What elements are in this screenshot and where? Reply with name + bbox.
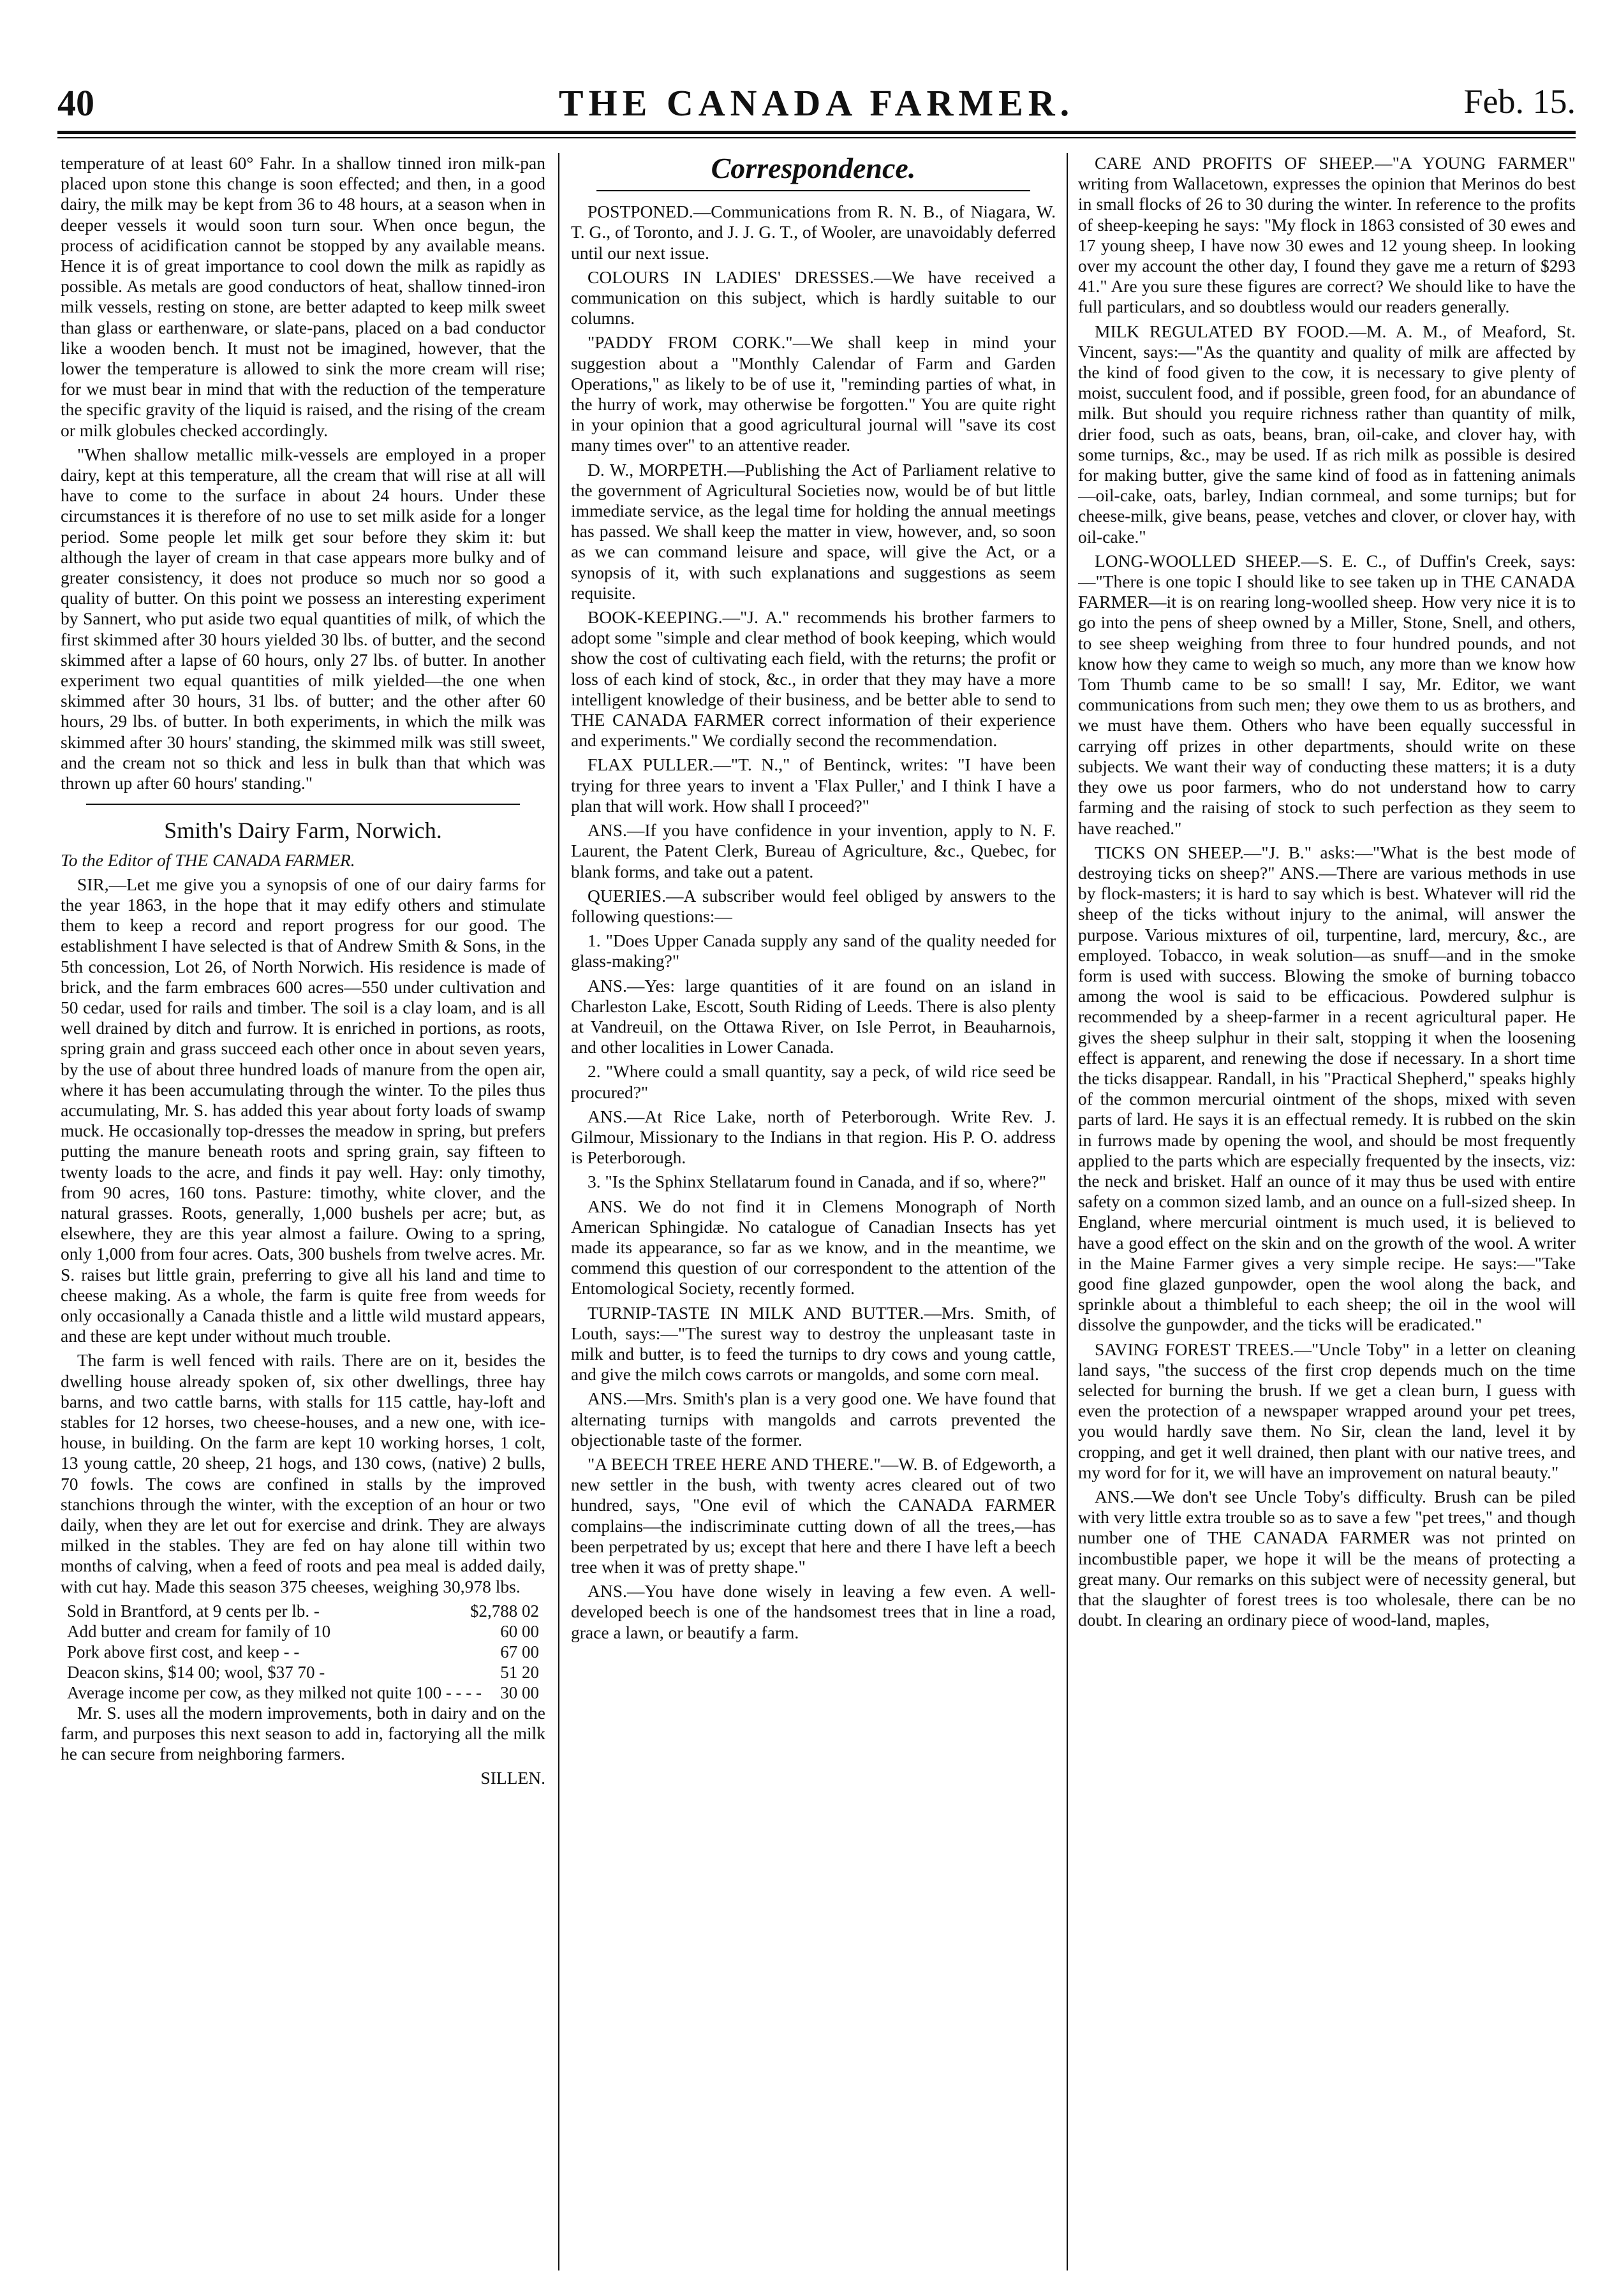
- ledger-row: Deacon skins, $14 00; wool, $37 70 - 51 20: [67, 1662, 539, 1682]
- correspondence-item: MILK REGULATED BY FOOD.—M. A. M., of Meaford, St. Vincent, says:—"As the quantity and quality of milk are affected by the kind of food given to the cow, it is necessary to give plenty of moist, succulent food, and if possible, green food, for an abundance of milk. But should you require richness rather than quantity of milk, drier food, such as oats, beans, bran, oil-cake, and clover hay, with some turnips, &c., may be used. If as rich milk as possible is desired for making butter, give the same kind of food as in fattening animals—oil-cake, oats, barley, Indian cornmeal, and some turnips; but for cheese-milk, give beans, pease, vetches and clover, or clover hay, with oil-cake.": [1078, 321, 1576, 547]
- salutation: To the Editor of THE CANADA FARMER.: [61, 850, 355, 870]
- correspondence-answer: ANS.—Mrs. Smith's plan is a very good one. We have found that alternating turnips with mangolds and carrots prevented the objectionable taste of the former.: [571, 1388, 1056, 1450]
- correspondence-item: COLOURS IN LADIES' DRESSES.—We have received a communication on this subject, which is hardly suitable to our columns.: [571, 267, 1056, 328]
- section-title: Correspondence.: [711, 153, 916, 184]
- correspondence-item: QUERIES.—A subscriber would feel obliged by answers to the following questions:—: [571, 885, 1056, 926]
- correspondence-item: TICKS ON SHEEP.—"J. B." asks:—"What is the best mode of destroying ticks on sheep?" ANS.—There are various methods in use by flock-masters; it is hard to say which is best. Whatever will rid the sheep of the ticks without injury to the animal, will answer the purpose. Various mixtures of oil, turpentine, lard, mercury, &c., are employed. Tobacco, in weak solution—as snuff—and in the smoke form is used with success. Blowing the smoke of burning tobacco among the wool is said to be efficacious. Powdered sulphur is recommended by a sheep-farmer in a recent agricultural paper. He gives the sheep sulphur in their salt, stopping it when the loosening effect is apparent, and renewing the dose if necessary. In a short time the ticks disappear. Randall, in his "Practical Shepherd," speaks highly of the common mercurial ointment of the shops, mixed with seven parts of lard. He says it is an effectual remedy. It is rubbed on the skin in furrows made by opening the wool, and should be most frequently applied to the parts which are especially frequented by the insects, viz: the neck and brisket. Half an ounce of it may thus be used with entire safety on a common sized lamb, and an ounce on a full-sized sheep. In England, where mercurial ointment is much used, it is believed to have a good effect on the skin and on the growth of the wool. A writer in the Maine Farmer gives a very simple recipe. He says:—"Take good fine glazed gunpowder, open the wool along the back, and sprinkle about a thimbleful to each sheep; the oil in the wool will dissolve the gunpowder, and the ticks will be eradicated.": [1078, 842, 1576, 1335]
- article-heading: Smith's Dairy Farm, Norwich.: [164, 818, 442, 844]
- ledger-row: Add butter and cream for family of 10 60 00: [67, 1621, 539, 1641]
- correspondence-item: BOOK-KEEPING.—"J. A." recommends his brother farmers to adopt some "simple and clear method of book keeping, which would show the cost of cultivating each field, with the returns; the profit or loss of each kind of stock, &c., in order that they may have a more intelligent knowledge of their business, and be better able to send to THE CANADA FARMER correct information of their experience and experiments." We cordially second the recommendation.: [571, 607, 1056, 751]
- header-rule-thin: [57, 137, 1576, 138]
- article-paragraph: "When shallow metallic milk-vessels are employed in a proper dairy, kept at this temperature, all the cream that will rise at all will have to come to the surface in about 24 hours. Under these circumstances it is therefore of no use to set milk aside for a longer period. Some people let milk get sour before they skim it: but although the layer of cream in that case appears more bulky and of greater consistency, it does not produce so much nor so good a quality of butter. On this point we possess an interesting experiment by Sannert, who put aside two equal quantities of milk, of which the first skimmed after 30 hours yielded 30 lbs. of butter, and the second skimmed after a lapse of 60 hours, only 27 lbs. of butter. In another experiment two equal quantities of milk yielded—the one when skimmed after 30 hours, 31 lbs. of butter; and the other after 60 hours, 29 lbs. of butter. In both experiments, in which the milk was skimmed after 30 hours' standing, the skimmed milk was still sweet, and the cream not so thick and less in bulk than that which was thrown up after 60 hours' standing.": [61, 444, 545, 793]
- newspaper-title: THE CANADA FARMER.: [558, 82, 1075, 124]
- column-2: [571, 153, 1056, 2270]
- correspondence-item: "PADDY FROM CORK."—We shall keep in mind your suggestion about a "Monthly Calendar of Farm and Garden Operations," as likely to be of use it, "reminding parties of what, in the hurry of work, may otherwise be forgotten." You are quite right in your opinion that a good agricultural journal will "save its cost many times over" to an attentive reader.: [571, 332, 1056, 455]
- page-header: [57, 82, 1576, 133]
- column-1: [61, 153, 545, 2270]
- correspondence-item: CARE AND PROFITS OF SHEEP.—"A YOUNG FARMER" writing from Wallacetown, expresses the opinion that Merinos do best in small flocks of 26 to 30 during the winter. In reference to the profits of sheep-keeping he says: "My flock in 1863 consisted of 30 ewes and 17 young sheep, I have now 30 ewes and 12 young sheep. In looking over my account the other day, I found they gave me a return of $293 41." Are you sure these figures are correct? We should like to have the full particulars, and so doubtless would our readers generally.: [1078, 153, 1576, 317]
- column-3: [1078, 153, 1576, 2270]
- ledger-row: Pork above first cost, and keep - - 67 00: [67, 1642, 539, 1661]
- issue-date: Feb. 15.: [1463, 82, 1576, 121]
- header-rule-thick: [57, 131, 1576, 134]
- query: 1. "Does Upper Canada supply any sand of the quality needed for glass-making?": [571, 931, 1056, 971]
- section-rule: [86, 804, 520, 805]
- correspondence-item: "A BEECH TREE HERE AND THERE."—W. B. of Edgeworth, a new settler in the bush, with twenty acres cleared out of two hundred, says, "One evil of which the CANADA FARMER complains—the indiscriminate cutting down of all the trees,—has been perpetrated by us; except that here and there I have left a beech tree when it was of pretty shape.": [571, 1453, 1056, 1577]
- article-paragraph: The farm is well fenced with rails. There are on it, besides the dwelling house already spoken of, six other dwellings, three hay barns, and two cattle barns, with stalls for 115 cattle, hay-loft and stables for 12 horses, two cheese-houses, and a new one, with ice-house, in building. On the farm are kept 10 working horses, 1 colt, 13 young cattle, 20 sheep, 21 hogs, and 130 cows, (native) 2 bulls, 70 fowls. The cows are confined in stalls by the improved stanchions through the winter, with the exception of an hour or two daily, when they are let out for exercise and drink. They are always milked in the stables. They are fed on hay alone till within two months of calving, when a feed of roots and pea meal is added daily, with cut hay. Made this season 375 cheeses, weighing 30,978 lbs.: [61, 1350, 545, 1596]
- query: 2. "Where could a small quantity, say a peck, of wild rice seed be procured?": [571, 1061, 1056, 1102]
- correspondence-item: D. W., MORPETH.—Publishing the Act of Parliament relative to the government of Agricultural Societies now, would be of but little immediate service, as the legal time for holding the annual meetings has passed. We shall keep the matter in view, however, and, so soon as we can command leisure and space, will give the Act, or a synopsis of it, with such explanations and suggestions as seem requisite.: [571, 459, 1056, 603]
- correspondence-item: POSTPONED.—Communications from R. N. B., of Niagara, W. T. G., of Toronto, and J. J. G. T., of Wooler, are unavoidably deferred until our next issue.: [571, 202, 1056, 263]
- article-paragraph: SIR,—Let me give you a synopsis of one of our dairy farms for the year 1863, in the hope that it may edify others and stimulate them to keep a record and report progress for our good. The establishment I have selected is that of Andrew Smith & Sons, in the 5th concession, Lot 26, of North Norwich. His residence is made of brick, and the farm embraces 600 acres—550 under cultivation and 50 cedar, used for rails and timber. The soil is a clay loam, and is all well drained by ditch and furrow. It is enriched in portions, as roots, spring grain and grass succeed each other once in about seven years, by the use of about three hundred loads of manure from the open air, where it has been accumulating through the winter. To the piles thus accumulating, Mr. S. has added this year about forty loads of swamp muck. He occasionally top-dresses the meadow in spring, but prefers putting the manure beneath roots and spring grain, say fifteen to twenty loads to the acre, and finds it pay well. Hay: only timothy, from 90 acres, 160 tons. Pasture: timothy, white clover, and the natural grasses. Roots, generally, 1,000 bushels per acre; but, as elsewhere, they are this year almost a failure. Owing to a spring, only 1,000 from four acres. Oats, 300 bushels from twelve acres. Mr. S. raises but little grain, preferring to give all his land and time to cheese making. As a whole, the farm is quite free from weeds for only occasionally a Canada thistle and a little wild mustard appears, and these are kept under without much trouble.: [61, 874, 545, 1346]
- section-rule: [596, 190, 1030, 191]
- query: 3. "Is the Sphinx Stellatarum found in Canada, and if so, where?": [588, 1172, 1046, 1192]
- correspondence-answer: ANS. We do not find it in Clemens Monograph of North American Sphingidæ. No catalogue of Canadian Insects has yet made its appearance, so far as we know, and in the meantime, we commend this question of our correspondent to the attention of the Entomological Society, recently formed.: [571, 1196, 1056, 1299]
- column-divider-1: [558, 153, 559, 2270]
- column-divider-2: [1067, 153, 1068, 2270]
- correspondence-answer: ANS.—Yes: large quantities of it are found on an island in Charleston Lake, Escott, South Riding of Leeds. There is also plenty at Vandreuil, on the Ottawa River, on Isle Perrot, in Beauharnois, and other localities in Lower Canada.: [571, 975, 1056, 1057]
- correspondence-item: TURNIP-TASTE IN MILK AND BUTTER.—Mrs. Smith, of Louth, says:—"The surest way to destroy the unpleasant taste in milk and butter, is to feed the turnips to dry cows and young cattle, and give the milch cows carrots or mangolds, and some corn meal.: [571, 1302, 1056, 1385]
- correspondence-item: SAVING FOREST TREES.—"Uncle Toby" in a letter on cleaning land says, "the success of the first crop depends much on the time selected for burning the brush. If we get a clean burn, I guess with even the protection of a newspaper wrapped around your pet trees, you would hardly save them. No Sir, clean the land, level it by cropping, and get it well drained, then plant with our native trees, and my word for for it, we will have an improvement on natural beauty.": [1078, 1339, 1576, 1482]
- correspondence-answer: ANS.—We don't see Uncle Toby's difficulty. Brush can be piled with very little extra trouble so as to save a few "pet trees," and though number one of THE CANADA FARMER was not printed on incombustible paper, we hope it will be the means of protecting a great many. Our remarks on this subject were of necessity general, but that the slaughter of forest trees is too wholesale, there can be no doubt. In clearing an ordinary piece of wood-land, maples,: [1078, 1487, 1576, 1630]
- correspondence-item: FLAX PULLER.—"T. N.," of Bentinck, writes: "I have been trying for three years to invent a 'Flax Puller,' and I think I have a plan that will work. How shall I proceed?": [571, 754, 1056, 816]
- ledger-row: Average income per cow, as they milked not quite 100 - - - - 30 00: [67, 1682, 539, 1702]
- signature: SILLEN.: [480, 1768, 545, 1788]
- page-number: 40: [57, 82, 94, 124]
- correspondence-answer: ANS.—If you have confidence in your invention, apply to N. F. Laurent, the Patent Clerk, Bureau of Agriculture, &c., Quebec, for blank forms, and take out a patent.: [571, 820, 1056, 881]
- correspondence-answer: ANS.—You have done wisely in leaving a few even. A well-developed beech is one of the handsomest trees that in line a road, grace a lawn, or beautify a farm.: [571, 1581, 1056, 1642]
- article-paragraph: temperature of at least 60° Fahr. In a shallow tinned iron milk-pan placed upon stone this change is soon effected; and then, in a good dairy, the milk may be kept from 36 to 48 hours, at a season when in deeper vessels it would soon turn sour. When once begun, the process of acidification cannot be stopped by any available means. Hence it is of great importance to cool down the milk as rapidly as possible. As metals are good conductors of heat, shallow tinned-iron milk vessels, resting on stone, are better adapted to keep milk sweet than glass or earthenware, or slate-pans, placed on a bad conductor like a wooden bench. It must not be imagined, however, that the lower the temperature is allowed to sink the more cream will rise; for we must bear in mind that with the reduction of the temperature the specific gravity of the liquid is raised, and the rising of the cream or milk globules checked accordingly.: [61, 153, 545, 440]
- correspondence-answer: ANS.—At Rice Lake, north of Peterborough. Write Rev. J. Gilmour, Missionary to the Indians in that region. His P. O. address is Peterborough.: [571, 1106, 1056, 1168]
- correspondence-item: LONG-WOOLLED SHEEP.—S. E. C., of Duffin's Creek, says:—"There is one topic I should like to see taken up in THE CANADA FARMER—it is on rearing long-woolled sheep. How very nice it is to go into the pens of sheep owned by a Miller, Stone, Snell, and others, to see sheep weighing from three to four hundred pounds, and not know how they came to weigh so much, any more than we know how Tom Thumb came to be so small! I say, Mr. Editor, we want communications from such men; they owe them to us as brothers, and we must have them. Others who have been equally successful in carrying off prizes in other departments, should write on these subjects. We want their way of conducting these matters; it is a duty they owe us poor farmers, who do not understand how to carry farming and the raising of stock to such perfection as they seem to have reached.": [1078, 550, 1576, 838]
- article-paragraph: Mr. S. uses all the modern improvements, both in dairy and on the farm, and purposes this next season to add in, factorying all the milk he can secure from neighboring farmers.: [61, 1702, 545, 1764]
- ledger-row: Sold in Brantford, at 9 cents per lb. - $2,788 02: [67, 1601, 539, 1621]
- ledger-table: [67, 1601, 539, 1703]
